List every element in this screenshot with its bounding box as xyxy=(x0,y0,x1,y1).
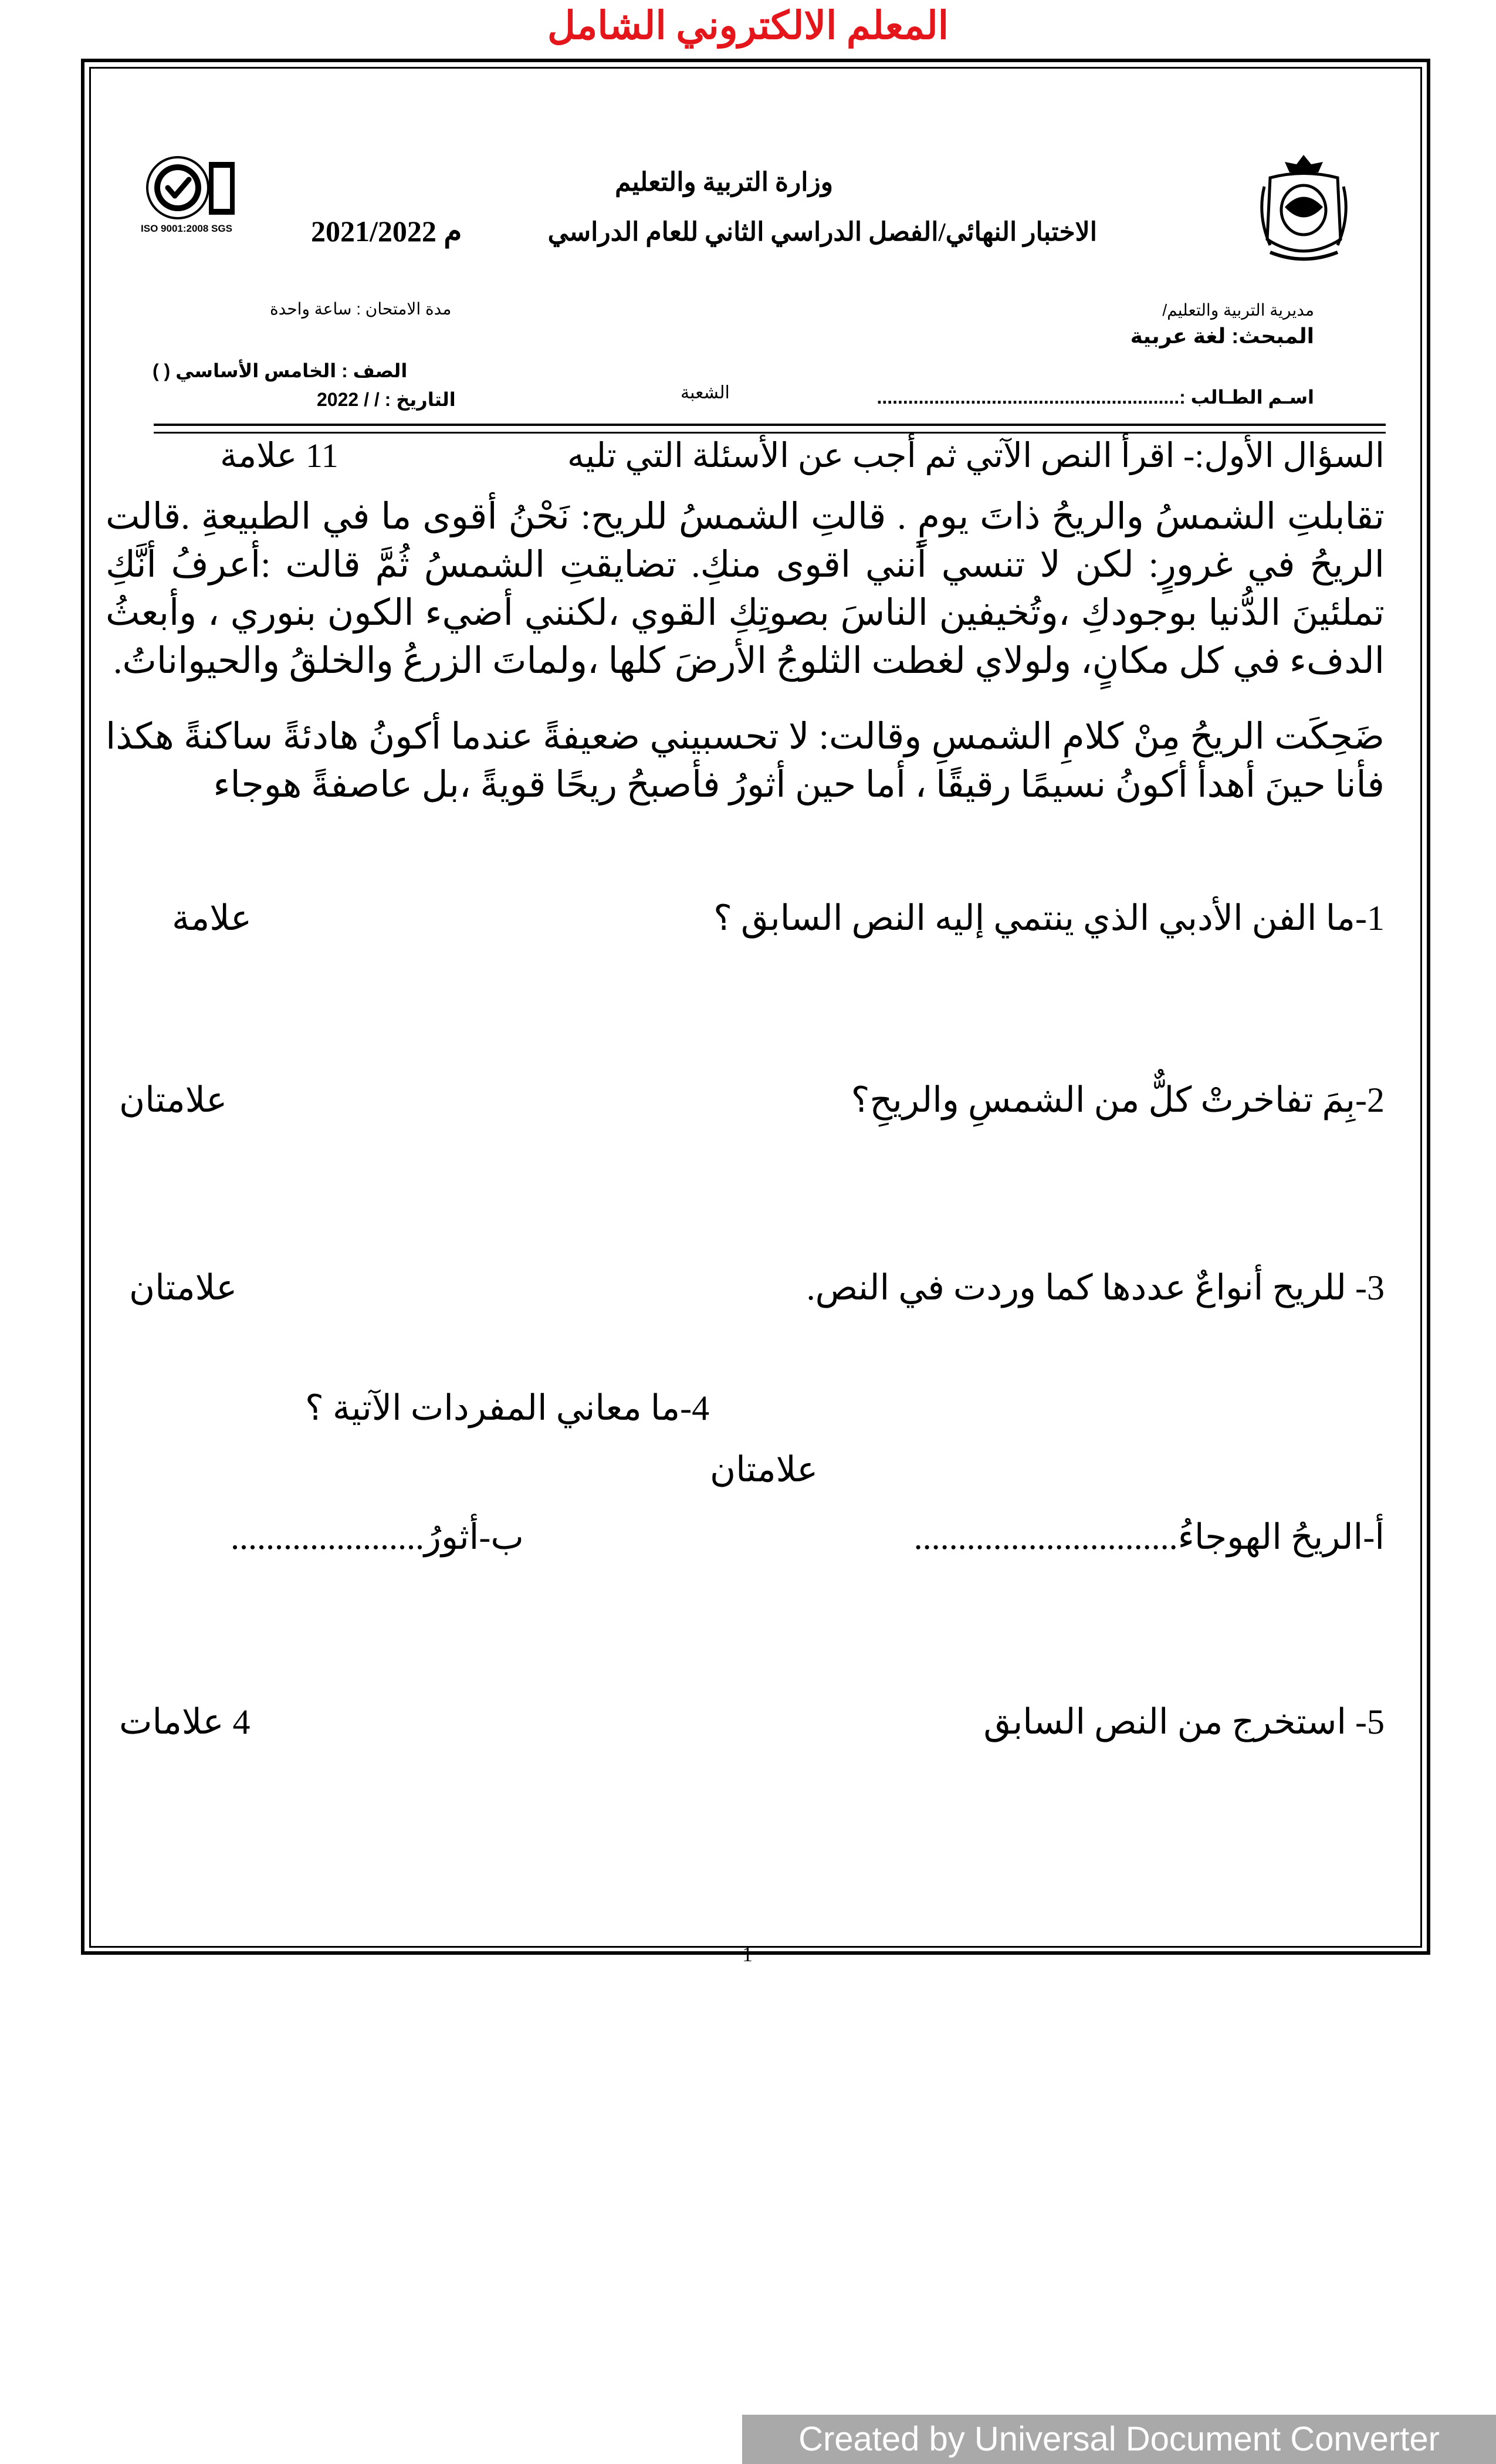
jordan-crest xyxy=(1253,151,1355,269)
vocab-item-a: أ-الريحُ الهوجاءُ.............................. xyxy=(913,1518,1385,1556)
date-label: التاريخ : / / 2022 xyxy=(317,389,456,410)
coat-of-arms-icon xyxy=(1253,151,1355,269)
header-divider-top xyxy=(154,424,1386,426)
question-1-marks: علامة xyxy=(172,899,252,937)
question1-heading: السؤال الأول:- اقرأ النص الآتي ثم أجب عن الأسئلة التي تليه xyxy=(567,436,1385,475)
ministry-title: وزارة التربية والتعليم xyxy=(615,168,833,197)
question-1: 1-ما الفن الأدبي الذي ينتمي إليه النص السابق ؟ xyxy=(713,899,1385,937)
exam-year: 2021/2022 م xyxy=(311,215,462,248)
iso-caption: ISO 9001:2008 SGS xyxy=(141,223,232,234)
section-label: الشعبة xyxy=(681,383,730,402)
question-3-marks: علامتان xyxy=(129,1268,238,1307)
iso-certification-logo xyxy=(128,151,245,239)
page-frame-inner xyxy=(89,67,1422,1948)
student-name-field: اسـم الطـالب :.......................................................... xyxy=(876,387,1314,408)
subject-label: المبحث: لغة عربية xyxy=(1130,324,1314,348)
header-divider-bottom xyxy=(154,432,1386,434)
question-4-marks: علامتان xyxy=(710,1450,818,1489)
question-2: 2-بِمَ تفاخرتْ كلٌّ من الشمسِ والريحِ؟ xyxy=(851,1081,1385,1119)
exam-title: الاختبار النهائي/الفصل الدراسي الثاني للعام الدراسي xyxy=(547,218,1097,246)
vocab-item-b: ب-أثورُ...................... xyxy=(231,1518,524,1556)
grade-label: الصف : الخامس الأساسي ( ) xyxy=(153,360,408,381)
question-2-marks: علامتان xyxy=(119,1081,228,1119)
exam-duration: مدة الامتحان : ساعة واحدة xyxy=(270,300,452,318)
directorate-label: مديرية التربية والتعليم/ xyxy=(1162,301,1314,319)
site-banner: المعلم الالكتروني الشامل xyxy=(547,5,949,48)
question-4: 4-ما معاني المفردات الآتية ؟ xyxy=(305,1389,710,1427)
question-5: 5- استخرج من النص السابق xyxy=(983,1703,1385,1741)
reading-passage-paragraph-2: ضَحِكَت الريحُ مِنْ كلامِ الشمسِ وقالت: لا تحسبيني ضعيفةً عندما أكونُ هادئةً ساكنةً هكذا فأنا حينَ أهدأ أكونُ نسيمًا رقيقًا ، أما حين أثورُ فأصبحُ ريحًا قويةً ،بل عاصفةً هوجاء xyxy=(106,717,1385,805)
question-3: 3- للريح أنواعٌ عددها كما وردت في النص. xyxy=(806,1268,1385,1307)
question-5-marks: 4 علامات xyxy=(119,1703,251,1741)
reading-passage-paragraph-1: تقابلتِ الشمسُ والريحُ ذاتَ يومٍ . قالتِ الشمسُ للريح: نَحْنُ أقوى ما في الطبيعةِ .قالت الريحُ في غرورٍ: لكن لا تنسي أنني اقوى منكِ. تضايقتِ الشمسُ ثُمَّ قالت :أعرفُ أنَّكِ تملئينَ الدُّنيا بوجودكِ ،وتُخيفين الناسَ بصوتِكِ القوي ،لكنني أضيء الكون بنوري ، وأبعثُ الدفء في كل مكانٍ، ولولاي لغطت الثلوجُ الأرضَ كلها ،ولماتَ الزرعُ والخلقُ والحيواناتُ. xyxy=(106,497,1385,681)
question1-marks: 11 علامة xyxy=(220,436,339,475)
page-number: 1 xyxy=(742,1942,753,1966)
converter-watermark: Created by Universal Document Converter xyxy=(742,2415,1496,2464)
